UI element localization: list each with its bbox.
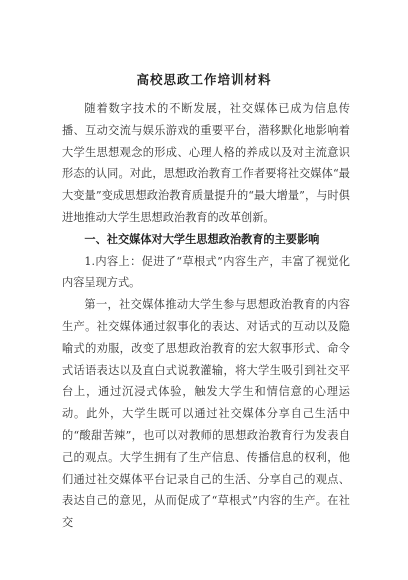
body-paragraph: 第一，社交媒体推动大学生参与思想政治教育的内容生产。社交媒体通过叙事化的表达、对话式的互动以及隐喻式的劝服，改变了思想政治教育的宏大叙事形式、命令式话语表达以及直白式说教灌输，将大学生吸引到社交平台上，通过沉浸式体验，触发大学生和情信意的心理运动。此外，大学生既可以通过社交媒体分享自己生活中的“酸甜苦辣”，也可以对教师的思想政治教育行为发表自己的观点。大学生拥有了生产信息、传播信息的权利，他们通过社交媒体平台记录自己的生活、分享自己的观点、表达自己的意见，从而促成了“草根式”内容的生产。在社交 [62,298,350,530]
document-title: 高校思政工作培训材料 [136,72,272,87]
document-body [62,98,350,534]
subsection-paragraph: 1.内容上：促进了“草根式”内容生产，丰富了视觉化内容呈现方式。 [62,254,350,290]
intro-paragraph: 随着数字技术的不断发展，社交媒体已成为信息传播、互动交流与娱乐游戏的重要平台，潜移默化地影响着大学生思想观念的形成、心理人格的养成以及对主流意识形态的认同。对此，思想政治教育工作者要将社交媒体“最大变量”变成思想政治教育质量提升的“最大增量”，与时俱进地推动大学生思想政治教育的改革创新。 [62,102,350,224]
section-heading: 一、社交媒体对大学生思想政治教育的主要影响 [84,232,320,246]
